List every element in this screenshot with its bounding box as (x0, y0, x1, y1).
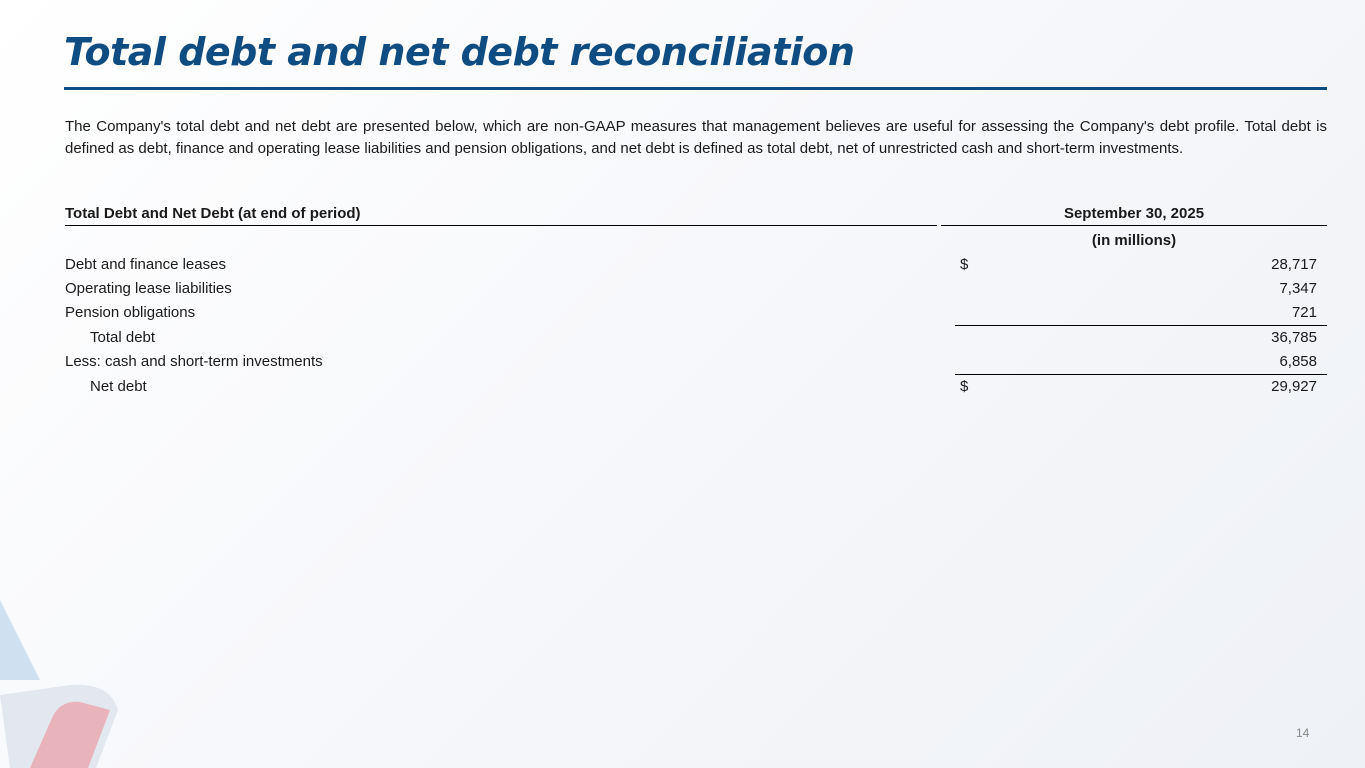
table-units: (in millions) (1091, 232, 1177, 249)
table-row (65, 302, 1327, 326)
table-row (65, 376, 1327, 400)
logo-blue-shape (0, 600, 40, 680)
row-currency: $ (960, 378, 969, 395)
table-row (65, 278, 1327, 302)
row-value: 7,347 (1279, 280, 1317, 297)
intro-paragraph: The Company's total debt and net debt are presented below, which are non-GAAP measures that management believes are useful for assessing the Company's debt profile. Total debt is defined as debt, finance and operating lease liabilities and pension obligations, and net debt is defined as total debt, net of unrestricted cash and short-term investments. (65, 118, 1327, 157)
table-header-label: Total Debt and Net Debt (at end of period) (65, 205, 937, 226)
subtotal-rule (955, 374, 1327, 376)
flight-symbol-logo (0, 560, 140, 768)
row-value: 29,927 (1271, 378, 1317, 395)
row-label: Debt and finance leases (65, 256, 226, 273)
table-header-period: September 30, 2025 (941, 205, 1327, 226)
row-label: Total debt (90, 329, 156, 346)
row-value: 6,858 (1279, 353, 1317, 370)
page-number: 14 (1296, 726, 1310, 740)
row-label: Net debt (90, 378, 147, 395)
row-value: 36,785 (1271, 329, 1317, 346)
subtotal-rule (955, 325, 1327, 327)
row-value: 721 (1291, 304, 1317, 321)
row-value: 28,717 (1271, 256, 1317, 273)
row-label: Operating lease liabilities (65, 280, 232, 297)
table-row (65, 327, 1327, 351)
table-row (65, 351, 1327, 375)
row-label: Less: cash and short-term investments (65, 353, 323, 370)
row-label: Pension obligations (65, 304, 196, 321)
page-title: Total debt and net debt reconciliation (64, 30, 855, 74)
table-row (65, 254, 1327, 278)
row-currency: $ (960, 256, 969, 273)
title-divider (64, 87, 1327, 90)
